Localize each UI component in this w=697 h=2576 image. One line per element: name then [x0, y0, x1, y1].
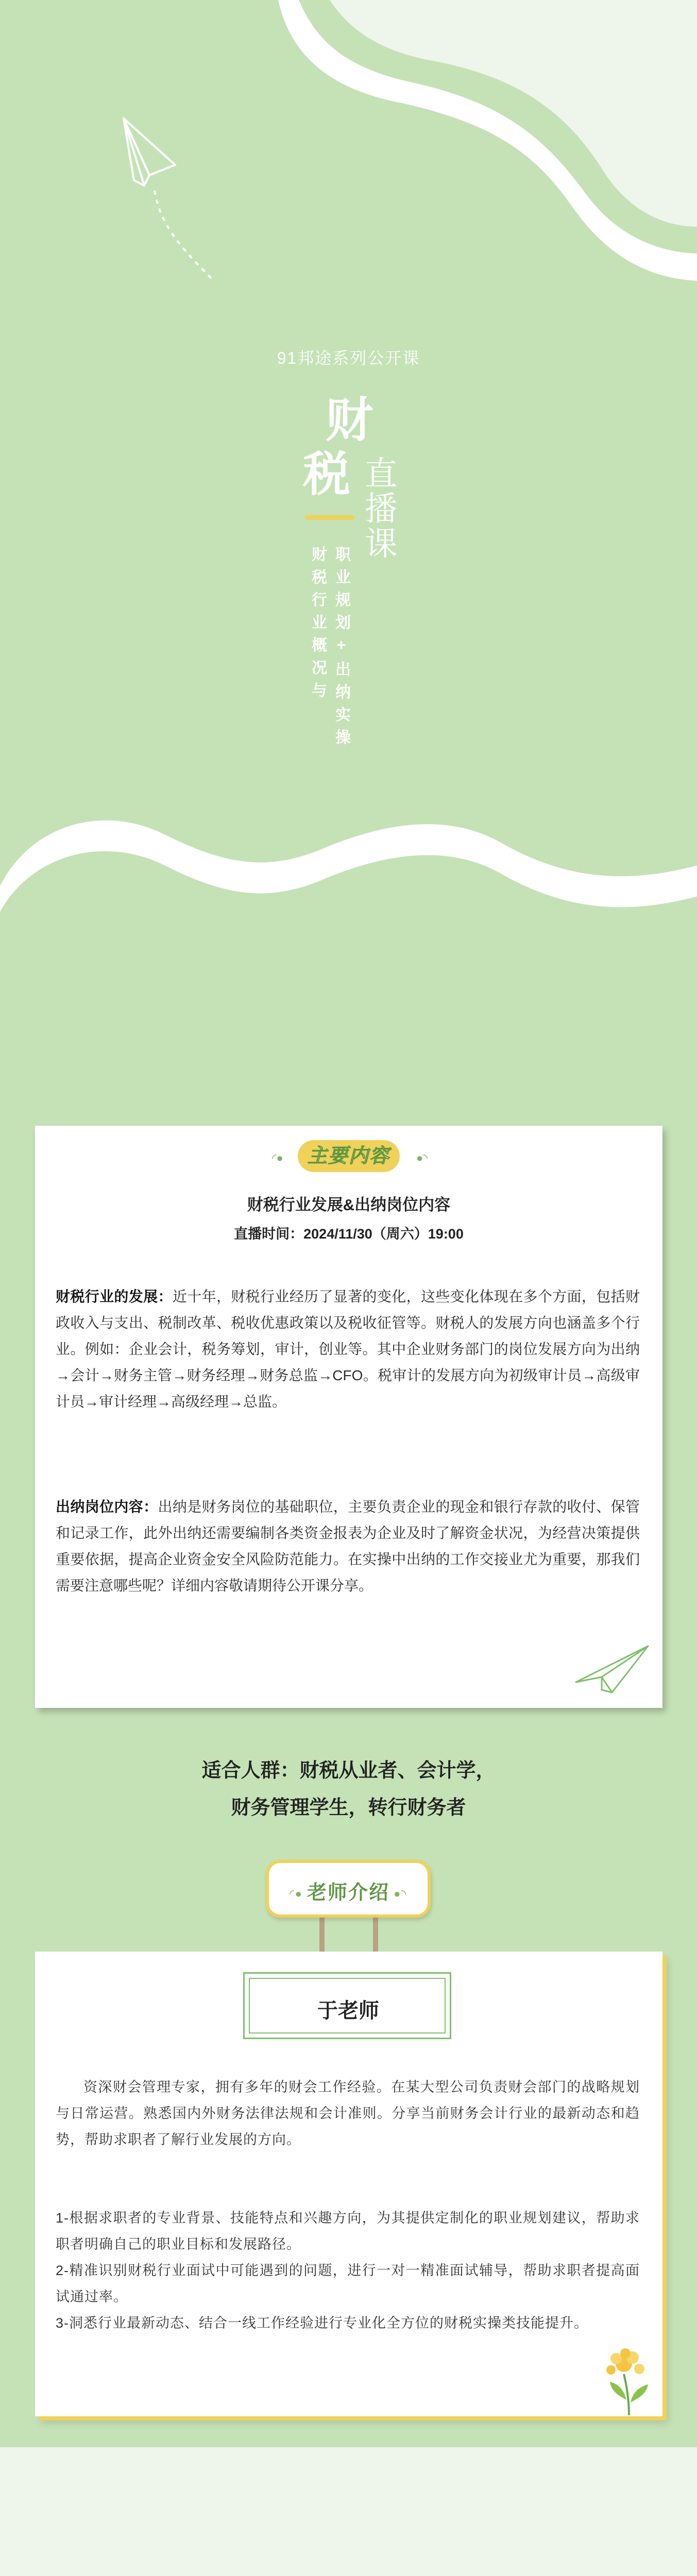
live-time: 直播时间：2024/11/30（周六）19:00 — [234, 1226, 464, 1242]
title-underline — [305, 515, 354, 520]
audience-line-2: 财务管理学生，转行财务者 — [231, 1797, 466, 1819]
industry-label: 财税行业的发展： — [56, 1289, 173, 1304]
teacher-description: 资深财会管理专家，拥有多年的财会工作经验。在某大型公司负责财会部门的战略规划与日常运营。熟悉国内外财务法律法规和会计准则。分享当前财务会计行业的最新动态和趋势，帮助求职者了解行业发展的方向。 — [56, 2079, 640, 2147]
badge-deco-left-icon: ◜● — [272, 1151, 283, 1164]
paper-plane-icon — [113, 108, 227, 304]
teacher-point-1: 1-根据求职者的专业背景、技能特点和兴趣方向，为其提供定制化的职业规划建议，帮助求职者明确自己的职业目标和发展路径。 — [56, 2210, 640, 2252]
teacher-intro-text: 老师介绍 — [307, 1882, 389, 1904]
teacher-name: 于老师 — [317, 1999, 379, 2022]
cashier-paragraph — [56, 1494, 640, 1599]
brand-text: 91邦途系列公开课 — [277, 349, 420, 367]
title-live-course: 直播课 — [360, 456, 397, 561]
content-title: 财税行业发展&出纳岗位内容 — [247, 1196, 451, 1214]
teacher-point-3: 3-洞悉行业最新动态、结合一线工作经验进行专业化全方位的财税实操类技能提升。 — [56, 2315, 589, 2331]
title-char-cai: 财 — [326, 394, 373, 447]
teacher-intro-label — [269, 1876, 428, 1905]
subtitle-column-2: 财税行业概况与 — [309, 546, 326, 705]
badge-deco-left-icon: ◜● — [290, 1887, 307, 1900]
paper-plane-small-icon — [571, 1641, 653, 1698]
cashier-label: 出纳岗位内容： — [56, 1499, 158, 1515]
teacher-name-inner-frame — [249, 1978, 446, 2033]
teacher-name-frame — [243, 1972, 451, 2039]
badge-deco-right-icon: ●◝ — [389, 1887, 407, 1900]
cashier-text: 出纳是财务岗位的基础职位，主要负责企业的现金和银行存款的收付、保管和记录工作，此外出纳还需要编制各类资金报表为企业及时了解资金状况，为经营决策提供重要依据，提高企业资金安全风险防范能力。在实操中出纳的工作交接业尤为重要，那我们需要注意哪些呢？详细内容敬请期待公开课分享。 — [56, 1499, 640, 1594]
teacher-card — [35, 1952, 662, 2416]
badge-deco-right-icon: ●◝ — [416, 1151, 428, 1164]
main-content-card — [35, 1126, 662, 1708]
industry-development-paragraph — [56, 1283, 640, 1415]
teacher-intro-badge — [266, 1860, 431, 1918]
flower-icon — [601, 2343, 657, 2415]
main-content-badge: 主要内容 — [298, 1140, 400, 1172]
industry-text: 近十年，财税行业经历了显著的变化，这些变化体现在多个方面，包括财政收入与支出、税制改革、税收优惠政策以及税收征管等。财税人的发展方向也涵盖多个行业。例如：企业会计，税务筹划，审计，创业等。其中企业财务部门的岗位发展方向为出纳→会计→财务主管→财务经理→财务总监→CFO。税审计的发展方向为初级审计员→高级审计员→审计经理→高级经理→总监。 — [56, 1289, 640, 1410]
title-char-shui: 税 — [303, 448, 351, 501]
audience-line-1: 适合人群：财税从业者、会计学， — [201, 1760, 496, 1782]
teacher-point-2: 2-精准识别财税行业面试中可能遇到的问题，进行一对一精准面试辅导，帮助求职者提高面试通过率。 — [56, 2263, 640, 2304]
subtitle-column-1: 职业规划+出纳实操 — [333, 546, 350, 752]
